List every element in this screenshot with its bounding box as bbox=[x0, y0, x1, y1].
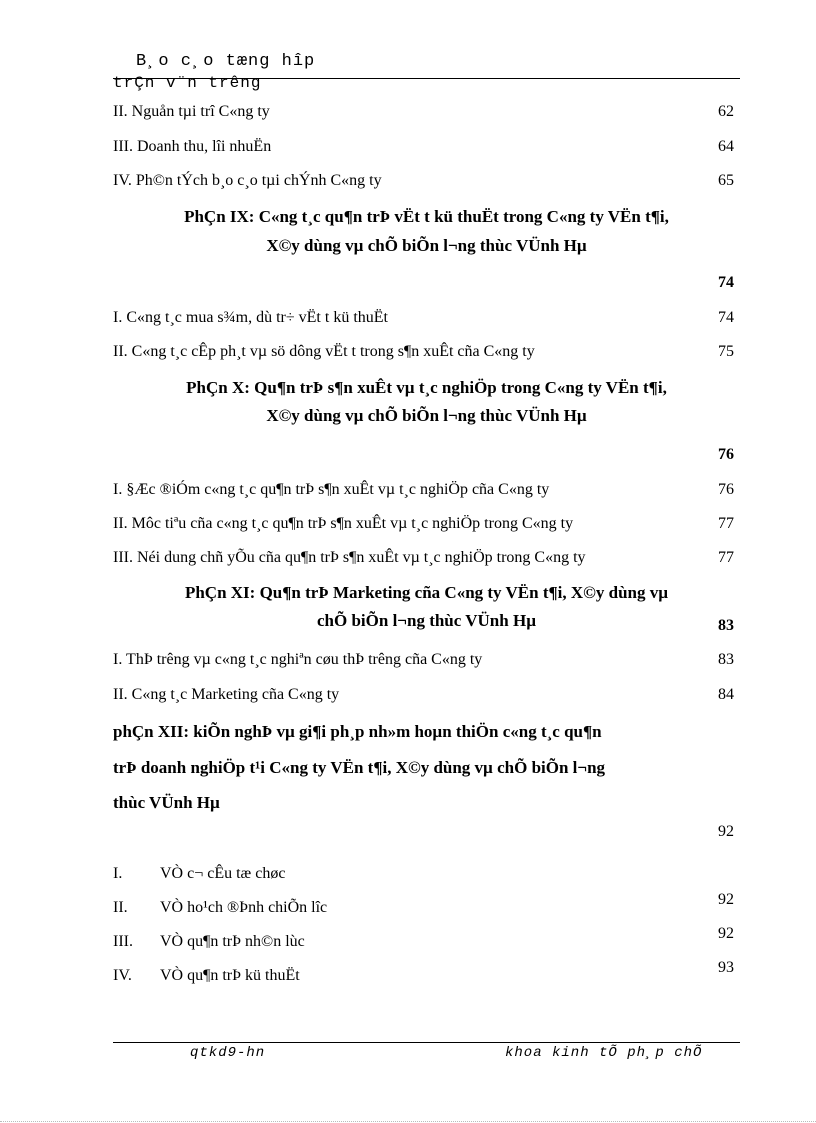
toc-page-number: 75 bbox=[718, 343, 734, 360]
toc-page-number: 93 bbox=[718, 959, 734, 976]
page-edge-dots bbox=[0, 1121, 816, 1122]
roman-numeral: III. bbox=[113, 933, 133, 950]
footer-right: khoa kinh tÕ ph¸p chÕ bbox=[505, 1045, 703, 1061]
part-page-number: 74 bbox=[718, 274, 734, 291]
toc-page-number: 92 bbox=[718, 925, 734, 942]
toc-page-number: 84 bbox=[718, 686, 734, 703]
toc-page-number: 65 bbox=[718, 172, 734, 189]
roman-numeral: IV. bbox=[113, 967, 132, 984]
footer-left: qtkd9-hn bbox=[190, 1045, 266, 1061]
toc-entry: VÒ qu¶n trÞ kü thuËt bbox=[160, 967, 300, 984]
header-title: B¸o c¸o tæng hîp bbox=[136, 52, 316, 71]
toc-entry: III. Doanh thu, lîi nhuËn bbox=[113, 138, 272, 155]
part-heading-cont: trÞ doanh nghiÖp t¹i C«ng ty VËn t¶i, X©y dùng vµ chÕ biÕn l¬ng bbox=[113, 758, 606, 777]
part-heading-cont: X©y dùng vµ chÕ biÕn l¬ng thùc VÜnh Hµ bbox=[266, 406, 587, 425]
part-heading-cont: X©y dùng vµ chÕ biÕn l¬ng thùc VÜnh Hµ bbox=[266, 236, 587, 255]
toc-page-number: 74 bbox=[718, 309, 734, 326]
toc-entry: I. §Æc ®iÓm c«ng t¸c qu¶n trÞ s¶n xuÊt vµ t¸c nghiÖp cña C«ng ty bbox=[113, 481, 550, 498]
part-heading: phÇn XII: kiÕn nghÞ vµ gi¶i ph¸p nh»m hoµn thiÖn c«ng t¸c qu¶n bbox=[113, 722, 602, 741]
part-heading-cont: chÕ biÕn l¬ng thùc VÜnh Hµ bbox=[317, 611, 536, 630]
header-rule bbox=[113, 78, 740, 79]
footer-rule bbox=[113, 1042, 740, 1043]
toc-page-number: 92 bbox=[718, 891, 734, 908]
toc-entry: II. Môc tiªu cña c«ng t¸c qu¶n trÞ s¶n xuÊt vµ t¸c nghiÖp trong C«ng ty bbox=[113, 515, 574, 532]
part-heading: PhÇn IX: C«ng t¸c qu¶n trÞ vËt t kü thuËt trong C«ng ty VËn t¶i, bbox=[184, 207, 669, 226]
part-heading-cont: thùc VÜnh Hµ bbox=[113, 793, 220, 812]
roman-numeral: I. bbox=[113, 865, 123, 882]
toc-entry: VÒ qu¶n trÞ nh©n lùc bbox=[160, 933, 305, 950]
toc-entry: VÒ ho¹ch ®Þnh chiÕn lîc bbox=[160, 899, 328, 916]
part-heading: PhÇn X: Qu¶n trÞ s¶n xuÊt vµ t¸c nghiÖp trong C«ng ty VËn t¶i, bbox=[186, 378, 667, 397]
roman-numeral: II. bbox=[113, 899, 128, 916]
toc-page-number: 77 bbox=[718, 549, 734, 566]
toc-entry: I. C«ng t¸c mua s¾m, dù tr÷ vËt t kü thuËt bbox=[113, 309, 388, 326]
toc-entry: VÒ c¬ cÊu tæ chøc bbox=[160, 865, 286, 882]
part-page-number: 92 bbox=[718, 823, 734, 840]
toc-entry: IV. Ph©n tÝch b¸o c¸o tµi chÝnh C«ng ty bbox=[113, 172, 382, 189]
toc-page-number: 62 bbox=[718, 103, 734, 120]
toc-entry: I. ThÞ trêng vµ c«ng t¸c nghiªn cøu thÞ trêng cña C«ng ty bbox=[113, 651, 483, 668]
toc-page-number: 83 bbox=[718, 651, 734, 668]
part-page-number: 76 bbox=[718, 446, 734, 463]
toc-entry: II. C«ng t¸c Marketing cña C«ng ty bbox=[113, 686, 340, 703]
header-subtitle: trÇn v¨n trêng bbox=[113, 74, 262, 92]
toc-page-number: 77 bbox=[718, 515, 734, 532]
part-heading: PhÇn XI: Qu¶n trÞ Marketing cña C«ng ty VËn t¶i, X©y dùng vµ bbox=[184, 583, 669, 602]
toc-entry: II. Nguån tµi trî C«ng ty bbox=[113, 103, 270, 120]
toc-page-number: 64 bbox=[718, 138, 734, 155]
toc-page-number: 76 bbox=[718, 481, 734, 498]
part-page-number: 83 bbox=[718, 617, 734, 634]
toc-entry: II. C«ng t¸c cÊp ph¸t vµ sö dông vËt t trong s¶n xuÊt cña C«ng ty bbox=[113, 343, 535, 360]
toc-entry: III. Néi dung chñ yÕu cña qu¶n trÞ s¶n xuÊt vµ t¸c nghiÖp trong C«ng ty bbox=[113, 549, 586, 566]
